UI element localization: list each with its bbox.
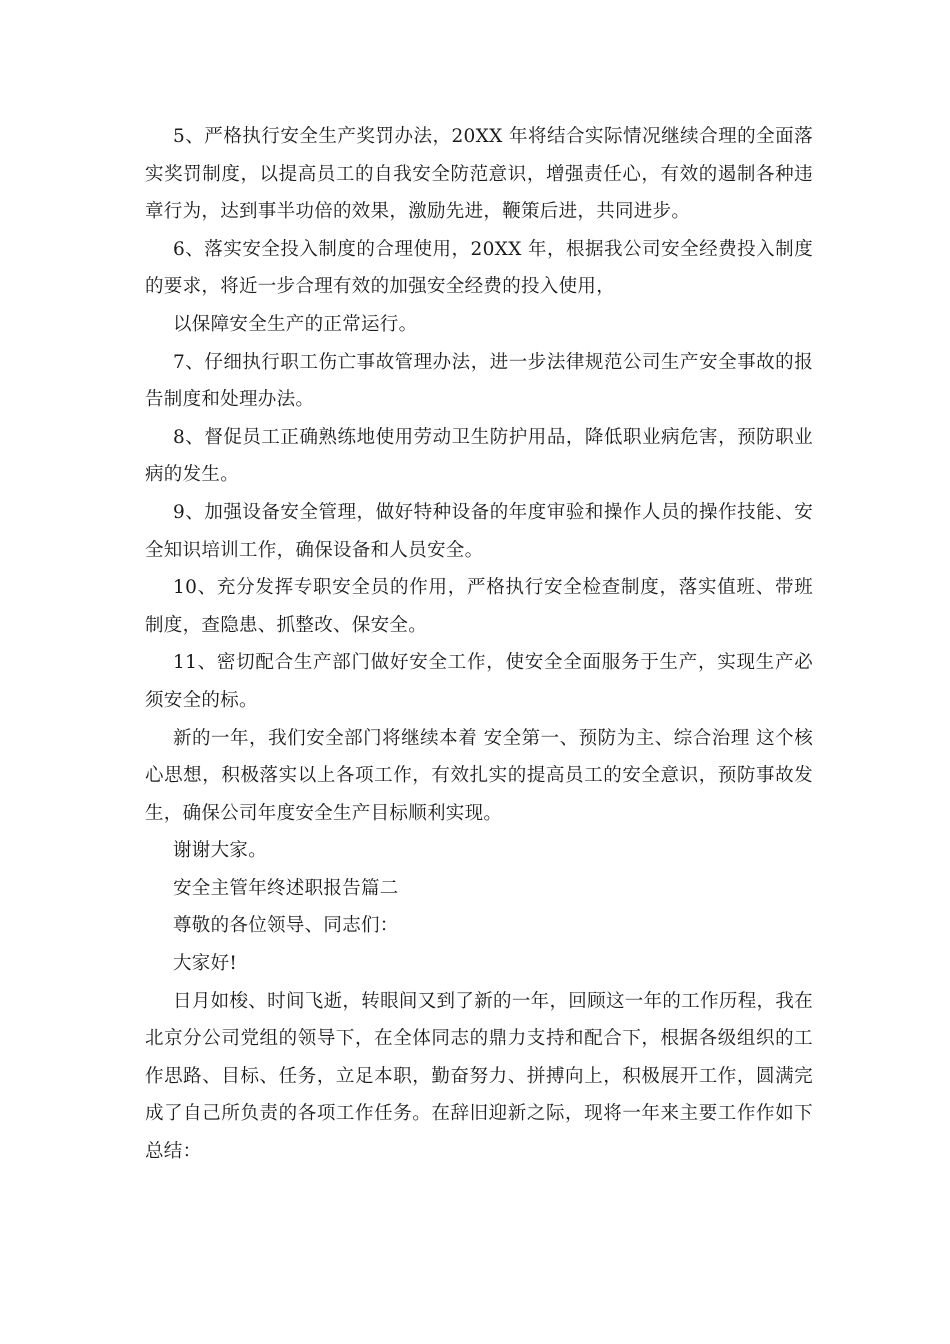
paragraph-item-9: 9、加强设备安全管理，做好特种设备的年度审验和操作人员的操作技能、安全知识培训工作，确保设备和人员安全。 <box>145 501 813 561</box>
paragraph-item-5: 5、严格执行安全生产奖罚办法，20XX 年将结合实际情况继续合理的全面落实奖罚制度，以提高员工的自我安全防范意识，增强责任心，有效的遏制各种违章行为，达到事半功倍的效果，激励先进，鞭策后进，共同进步。 <box>145 126 813 223</box>
paragraph-new-year: 新的一年，我们安全部门将继续本着 安全第一、预防为主、综合治理 这个核心思想，积极落实以上各项工作，有效扎实的提高员工的安全意识，预防事故发生，确保公司年度安全生产目标顺利实现。 <box>145 727 813 824</box>
paragraph-intro: 日月如梭、时间飞逝，转眼间又到了新的一年，回顾这一年的工作历程，我在北京分公司党组的领导下，在全体同志的鼎力支持和配合下，根据各级组织的工作思路、目标、任务，立足本职，勤奋努力、拼搏向上，积极展开工作，圆满完成了自己所负责的各项工作任务。在辞旧迎新之际，现将一年来主要工作作如下总结： <box>145 990 813 1163</box>
paragraph-thanks: 谢谢大家。 <box>173 840 268 862</box>
salutation: 尊敬的各位领导、同志们： <box>173 915 399 937</box>
paragraph-item-6-continued: 以保障安全生产的正常运行。 <box>173 313 418 335</box>
section-title: 安全主管年终述职报告篇二 <box>173 877 399 899</box>
paragraph-item-10: 10、充分发挥专职安全员的作用，严格执行安全检查制度，落实值班、带班制度，查隐患、抓整改、保安全。 <box>145 577 813 636</box>
greeting: 大家好! <box>173 953 238 975</box>
document-body <box>145 118 813 1171</box>
paragraph-item-7: 7、仔细执行职工伤亡事故管理办法，进一步法律规范公司生产安全事故的报告制度和处理办法。 <box>145 351 813 411</box>
paragraph-item-6: 6、落实安全投入制度的合理使用，20XX 年，根据我公司安全经费投入制度的要求，将近一步合理有效的加强安全经费的投入使用， <box>145 238 813 298</box>
paragraph-item-8: 8、督促员工正确熟练地使用劳动卫生防护用品，降低职业病危害，预防职业病的发生。 <box>145 426 813 486</box>
paragraph-item-11: 11、密切配合生产部门做好安全工作，使安全全面服务于生产，实现生产必须安全的标。 <box>145 652 813 711</box>
